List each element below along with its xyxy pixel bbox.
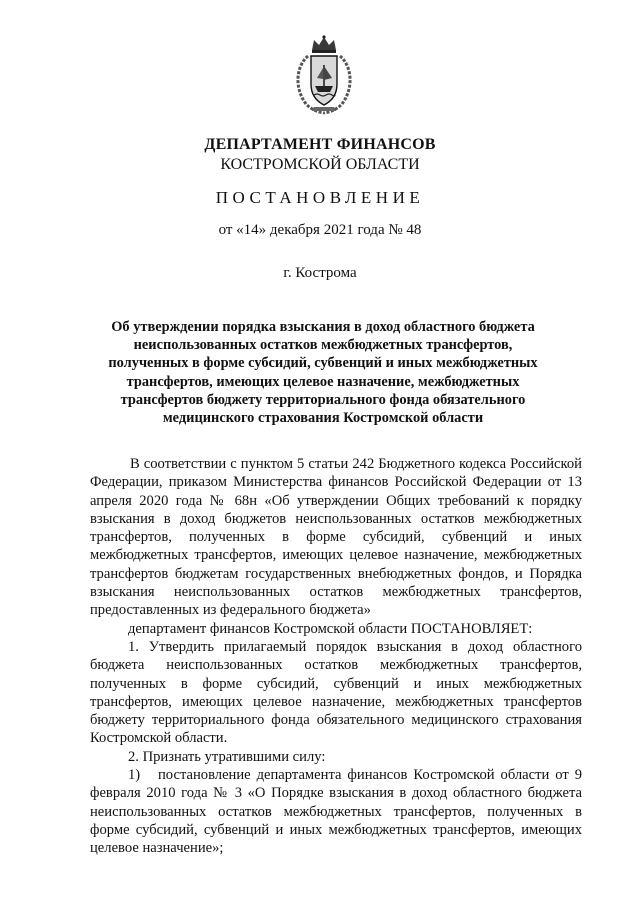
department-region: КОСТРОМСКОЙ ОБЛАСТИ bbox=[220, 156, 420, 173]
document-type: ПОСТАНОВЛЕНИЕ bbox=[215, 188, 425, 207]
document-date-number: от «14» декабря 2021 года № 48 bbox=[218, 222, 422, 238]
document-body bbox=[90, 455, 582, 858]
subitem-1-text: постановление департамента финансов Костромской области от 9 февраля 2010 года № 3 «О Порядке взыскания в доход областного бюджета неиспользованных остатков межбюджетных трансфертов, полученных в форме субсидий, субвенций и иных межбюджетных трансфертов, имеющих целевое назначение»; bbox=[90, 767, 582, 857]
subitem-1-paragraph bbox=[90, 766, 582, 857]
item-2-paragraph: 2. Признать утратившими силу: bbox=[128, 748, 326, 765]
item-1-paragraph: 1. Утвердить прилагаемый порядок взыскания в доход областного бюджета неиспользованных остатков межбюджетных трансфертов, полученных в форме субсидий, субвенций и иных межбюджетных трансфертов, имеющих целевое назначение, межбюджетных трансфертов бюджету территориального фонда обязательного медицинского страхования Костромской области. bbox=[90, 638, 582, 747]
document-city: г. Кострома bbox=[283, 265, 357, 281]
subitem-1-number: 1) bbox=[128, 767, 141, 784]
department-name: ДЕПАРТАМЕНТ ФИНАНСОВ bbox=[204, 136, 436, 153]
coat-of-arms-icon bbox=[290, 34, 358, 116]
document-title: Об утверждении порядка взыскания в доход областного бюджета неиспользованных остатков межбюджетных трансфертов, полученных в форме субсидий, субвенций и иных межбюджетных трансфертов, имеющих целевое назначение, межбюджетных трансфертов бюджету территориального фонда обязательного медицинского страхования Костромской области bbox=[108, 319, 538, 427]
preamble-paragraph: В соответствии с пунктом 5 статьи 242 Бюджетного кодекса Российской Федерации, приказом Министерства финансов Российской Федерации от 13 апреля 2020 года № 68н «Об утверждении Общих требований к порядку взыскания в доход бюджетов неиспользованных остатков межбюджетных трансфертов, полученных в форме субсидий, субвенций и иных межбюджетных трансфертов, имеющих целевое назначение, межбюджетных трансфертов бюджетам государственных внебюджетных фондов, и Порядка взыскания неиспользованных остатков межбюджетных трансфертов, предоставленных из федерального бюджета» bbox=[90, 456, 582, 619]
resolves-paragraph: департамент финансов Костромской области ПОСТАНОВЛЯЕТ: bbox=[128, 620, 533, 637]
